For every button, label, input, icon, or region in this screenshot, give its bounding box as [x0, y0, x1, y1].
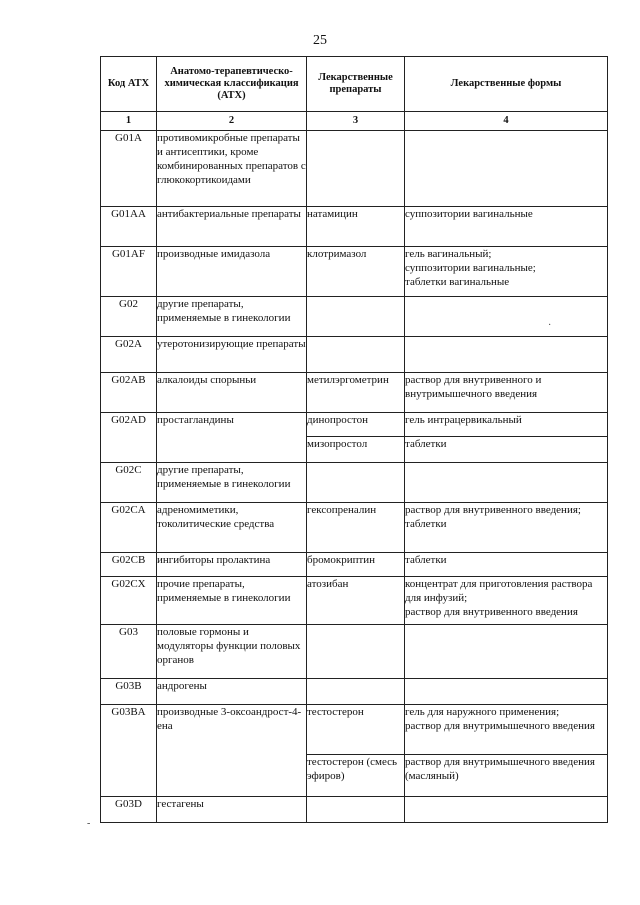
column-number: 2: [157, 112, 307, 131]
table-row: [101, 337, 608, 373]
dosage-form-cell: таблетки: [405, 437, 608, 463]
atc-classification-cell: противомикробные препараты и антисептики, кроме комбинированных препаратов с глюкокортикоидами: [157, 131, 307, 207]
atc-drug-table: [100, 56, 608, 823]
atc-code-cell: G02A: [101, 337, 157, 373]
table-row: [101, 297, 608, 337]
atc-classification-cell: простагландины: [157, 413, 307, 463]
atc-code-cell: G02AD: [101, 413, 157, 463]
atc-classification-cell: алкалоиды спорыньи: [157, 373, 307, 413]
atc-code-cell: G02: [101, 297, 157, 337]
column-number: 4: [405, 112, 608, 131]
atc-classification-cell: андрогены: [157, 679, 307, 705]
header-atc-classification: Анатомо-терапевтическо-химическая классификация (АТХ): [157, 57, 307, 112]
atc-classification-cell: другие препараты, применяемые в гинекологии: [157, 297, 307, 337]
header-atc-code: Код АТХ: [101, 57, 157, 112]
table-body: [101, 131, 608, 823]
drug-name-cell: атозибан: [307, 577, 405, 625]
atc-classification-cell: прочие препараты, применяемые в гинекологии: [157, 577, 307, 625]
atc-code-cell: G02CA: [101, 503, 157, 553]
dosage-form-cell: концентрат для приготовления раствора для инфузий; раствор для внутривенного введения: [405, 577, 608, 625]
drug-name-cell: гексопреналин: [307, 503, 405, 553]
drug-name-cell: [307, 131, 405, 207]
table-row: [101, 625, 608, 679]
dosage-form-cell: таблетки: [405, 553, 608, 577]
dosage-form-cell: [405, 679, 608, 705]
atc-classification-cell: половые гормоны и модуляторы функции половых органов: [157, 625, 307, 679]
atc-classification-cell: производные 3-оксоандрост-4-ена: [157, 705, 307, 797]
atc-code-cell: G02CX: [101, 577, 157, 625]
table-row: [101, 463, 608, 503]
drug-name-cell: мизопростол: [307, 437, 405, 463]
column-number-row: [101, 112, 608, 131]
drug-name-cell: [307, 463, 405, 503]
drug-name-cell: [307, 679, 405, 705]
dosage-form-cell: [405, 625, 608, 679]
dosage-form-cell: гель вагинальный; суппозитории вагинальные; таблетки вагинальные: [405, 247, 608, 297]
dosage-form-cell: [405, 337, 608, 373]
table-row: [101, 553, 608, 577]
scan-mark: -: [87, 818, 91, 829]
page-number: 25: [313, 33, 327, 48]
table-row: [101, 247, 608, 297]
drug-name-cell: [307, 797, 405, 823]
dosage-form-cell: раствор для внутривенного и внутримышечного введения: [405, 373, 608, 413]
table-row: [101, 503, 608, 553]
column-number: 3: [307, 112, 405, 131]
table-row: [101, 705, 608, 755]
dosage-form-cell: гель для наружного применения; раствор для внутримышечного введения: [405, 705, 608, 755]
drug-name-cell: тестостерон (смесь эфиров): [307, 755, 405, 797]
atc-code-cell: G03BA: [101, 705, 157, 797]
atc-classification-cell: адреномиметики, токолитические средства: [157, 503, 307, 553]
table-row: [101, 131, 608, 207]
table-row: [101, 207, 608, 247]
atc-code-cell: G01AF: [101, 247, 157, 297]
atc-classification-cell: другие препараты, применяемые в гинекологии: [157, 463, 307, 503]
drug-name-cell: натамицин: [307, 207, 405, 247]
drug-name-cell: бромокриптин: [307, 553, 405, 577]
dosage-form-cell: [405, 297, 608, 337]
drug-name-cell: [307, 297, 405, 337]
table-header-row: [101, 57, 608, 112]
atc-classification-cell: антибактериальные препараты: [157, 207, 307, 247]
atc-classification-cell: гестагены: [157, 797, 307, 823]
atc-code-cell: G03: [101, 625, 157, 679]
dosage-form-cell: раствор для внутримышечного введения (масляный): [405, 755, 608, 797]
drug-name-cell: динопростон: [307, 413, 405, 437]
dosage-form-cell: суппозитории вагинальные: [405, 207, 608, 247]
atc-code-cell: G03B: [101, 679, 157, 705]
drug-name-cell: [307, 337, 405, 373]
table-row: [101, 373, 608, 413]
header-dosage-forms: Лекарственные формы: [405, 57, 608, 112]
table-row: [101, 413, 608, 437]
dosage-form-cell: раствор для внутривенного введения; таблетки: [405, 503, 608, 553]
atc-code-cell: G02AB: [101, 373, 157, 413]
column-number: 1: [101, 112, 157, 131]
scan-mark: ·: [548, 320, 552, 331]
atc-code-cell: G03D: [101, 797, 157, 823]
atc-code-cell: G02C: [101, 463, 157, 503]
dosage-form-cell: [405, 131, 608, 207]
drug-name-cell: [307, 625, 405, 679]
drug-name-cell: тестостерон: [307, 705, 405, 755]
atc-code-cell: G02CB: [101, 553, 157, 577]
drug-name-cell: клотримазол: [307, 247, 405, 297]
dosage-form-cell: [405, 797, 608, 823]
drug-name-cell: метилэргометрин: [307, 373, 405, 413]
table-row: [101, 679, 608, 705]
atc-code-cell: G01AA: [101, 207, 157, 247]
atc-code-cell: G01A: [101, 131, 157, 207]
header-drugs: Лекарственные препараты: [307, 57, 405, 112]
atc-classification-cell: утеротонизирующие препараты: [157, 337, 307, 373]
dosage-form-cell: [405, 463, 608, 503]
table-row: [101, 797, 608, 823]
atc-classification-cell: ингибиторы пролактина: [157, 553, 307, 577]
atc-classification-cell: производные имидазола: [157, 247, 307, 297]
table-row: [101, 577, 608, 625]
dosage-form-cell: гель интрацервикальный: [405, 413, 608, 437]
